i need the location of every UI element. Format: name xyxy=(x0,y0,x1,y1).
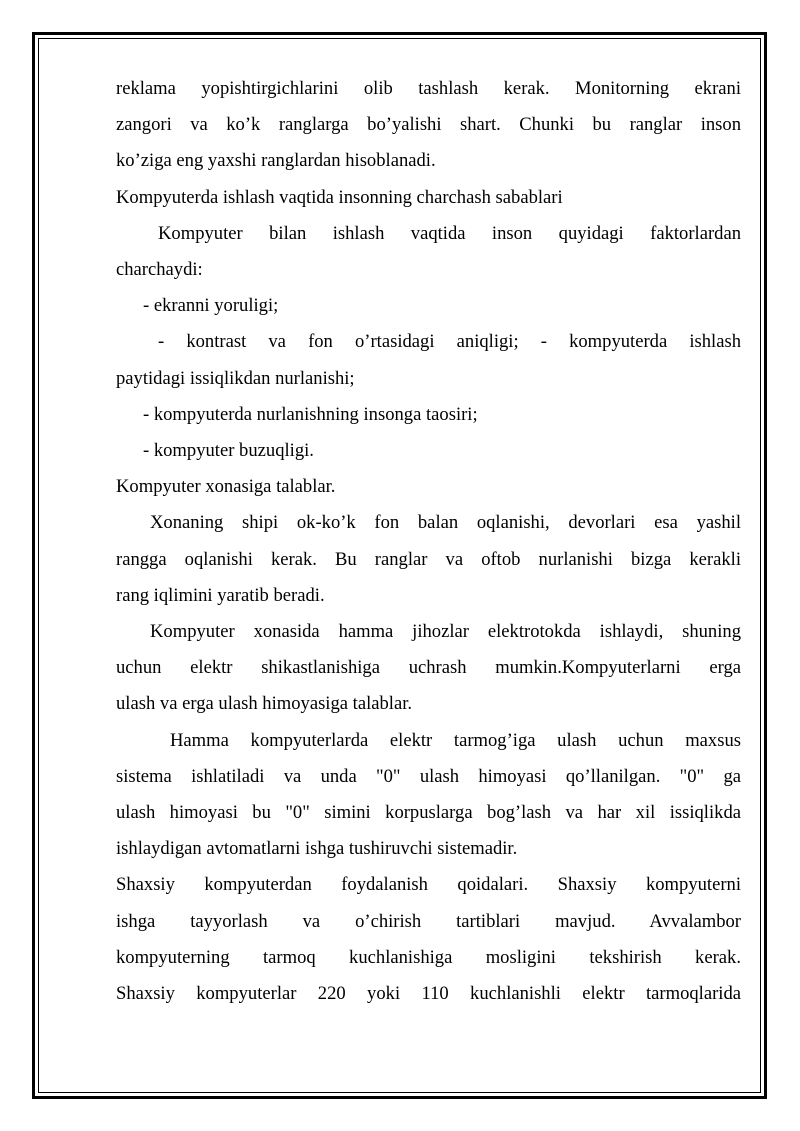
list-item: - ekranni yoruligi; xyxy=(143,295,279,317)
text-line: Kompyuter xonasida hamma jihozlar elektrotokda ishlaydi, shuning xyxy=(150,621,741,643)
list-item: - kompyuterda nurlanishning insonga taosiri; xyxy=(143,403,478,425)
text-line: sistema ishlatiladi va unda "0" ulash himoyasi qo’llanilgan. "0" ga xyxy=(116,765,741,787)
text-line: ulash himoyasi bu "0" simini korpuslarga bog’lash va har xil issiqlikda xyxy=(116,802,741,824)
section-heading: Shaxsiy kompyuterdan foydalanish qoidalari. Shaxsiy kompyuterni xyxy=(116,874,741,896)
text-line: charchaydi: xyxy=(116,259,203,281)
text-line: zangori va ko’k ranglarga bo’yalishi shart. Chunki bu ranglar inson xyxy=(116,114,741,136)
list-item: - kontrast va fon o’rtasidagi aniqligi; - kompyuterda ishlash xyxy=(158,331,741,353)
text-line: paytidagi issiqlikdan nurlanishi; xyxy=(116,367,355,389)
text-line: kompyuterning tarmoq kuchlanishiga mosligini tekshirish kerak. xyxy=(116,946,741,968)
text-line: ishlaydigan avtomatlarni ishga tushiruvchi sistemadir. xyxy=(116,838,518,860)
list-item: - kompyuter buzuqligi. xyxy=(143,440,314,462)
text-line: rang iqlimini yaratib beradi. xyxy=(116,584,325,606)
text-line: ulash va erga ulash himoyasiga talablar. xyxy=(116,693,413,715)
text-line: Shaxsiy kompyuterlar 220 yoki 110 kuchlanishli elektr tarmoqlarida xyxy=(116,983,741,1005)
text-line: ko’ziga eng yaxshi ranglardan hisoblanadi. xyxy=(116,150,436,172)
text-line: rangga oqlanishi kerak. Bu ranglar va oftob nurlanishi bizga kerakli xyxy=(116,548,741,570)
text-line: Hamma kompyuterlarda elektr tarmog’iga ulash uchun maxsus xyxy=(170,729,741,751)
text-line: Kompyuter bilan ishlash vaqtida inson quyidagi faktorlardan xyxy=(158,222,741,244)
text-line: Xonaning shipi ok-ko’k fon balan oqlanishi, devorlari esa yashil xyxy=(150,512,741,534)
document-body xyxy=(116,71,741,1012)
text-line: reklama yopishtirgichlarini olib tashlash kerak. Monitorning ekrani xyxy=(116,78,741,99)
section-heading: Kompyuter xonasiga talablar. xyxy=(116,476,336,498)
text-line: ishga tayyorlash va o’chirish tartiblari mavjud. Avvalambor xyxy=(116,910,741,932)
text-line: uchun elektr shikastlanishiga uchrash mumkin.Kompyuterlarni erga xyxy=(116,657,741,679)
section-heading: Kompyuterda ishlash vaqtida insonning charchash sabablari xyxy=(116,186,563,208)
